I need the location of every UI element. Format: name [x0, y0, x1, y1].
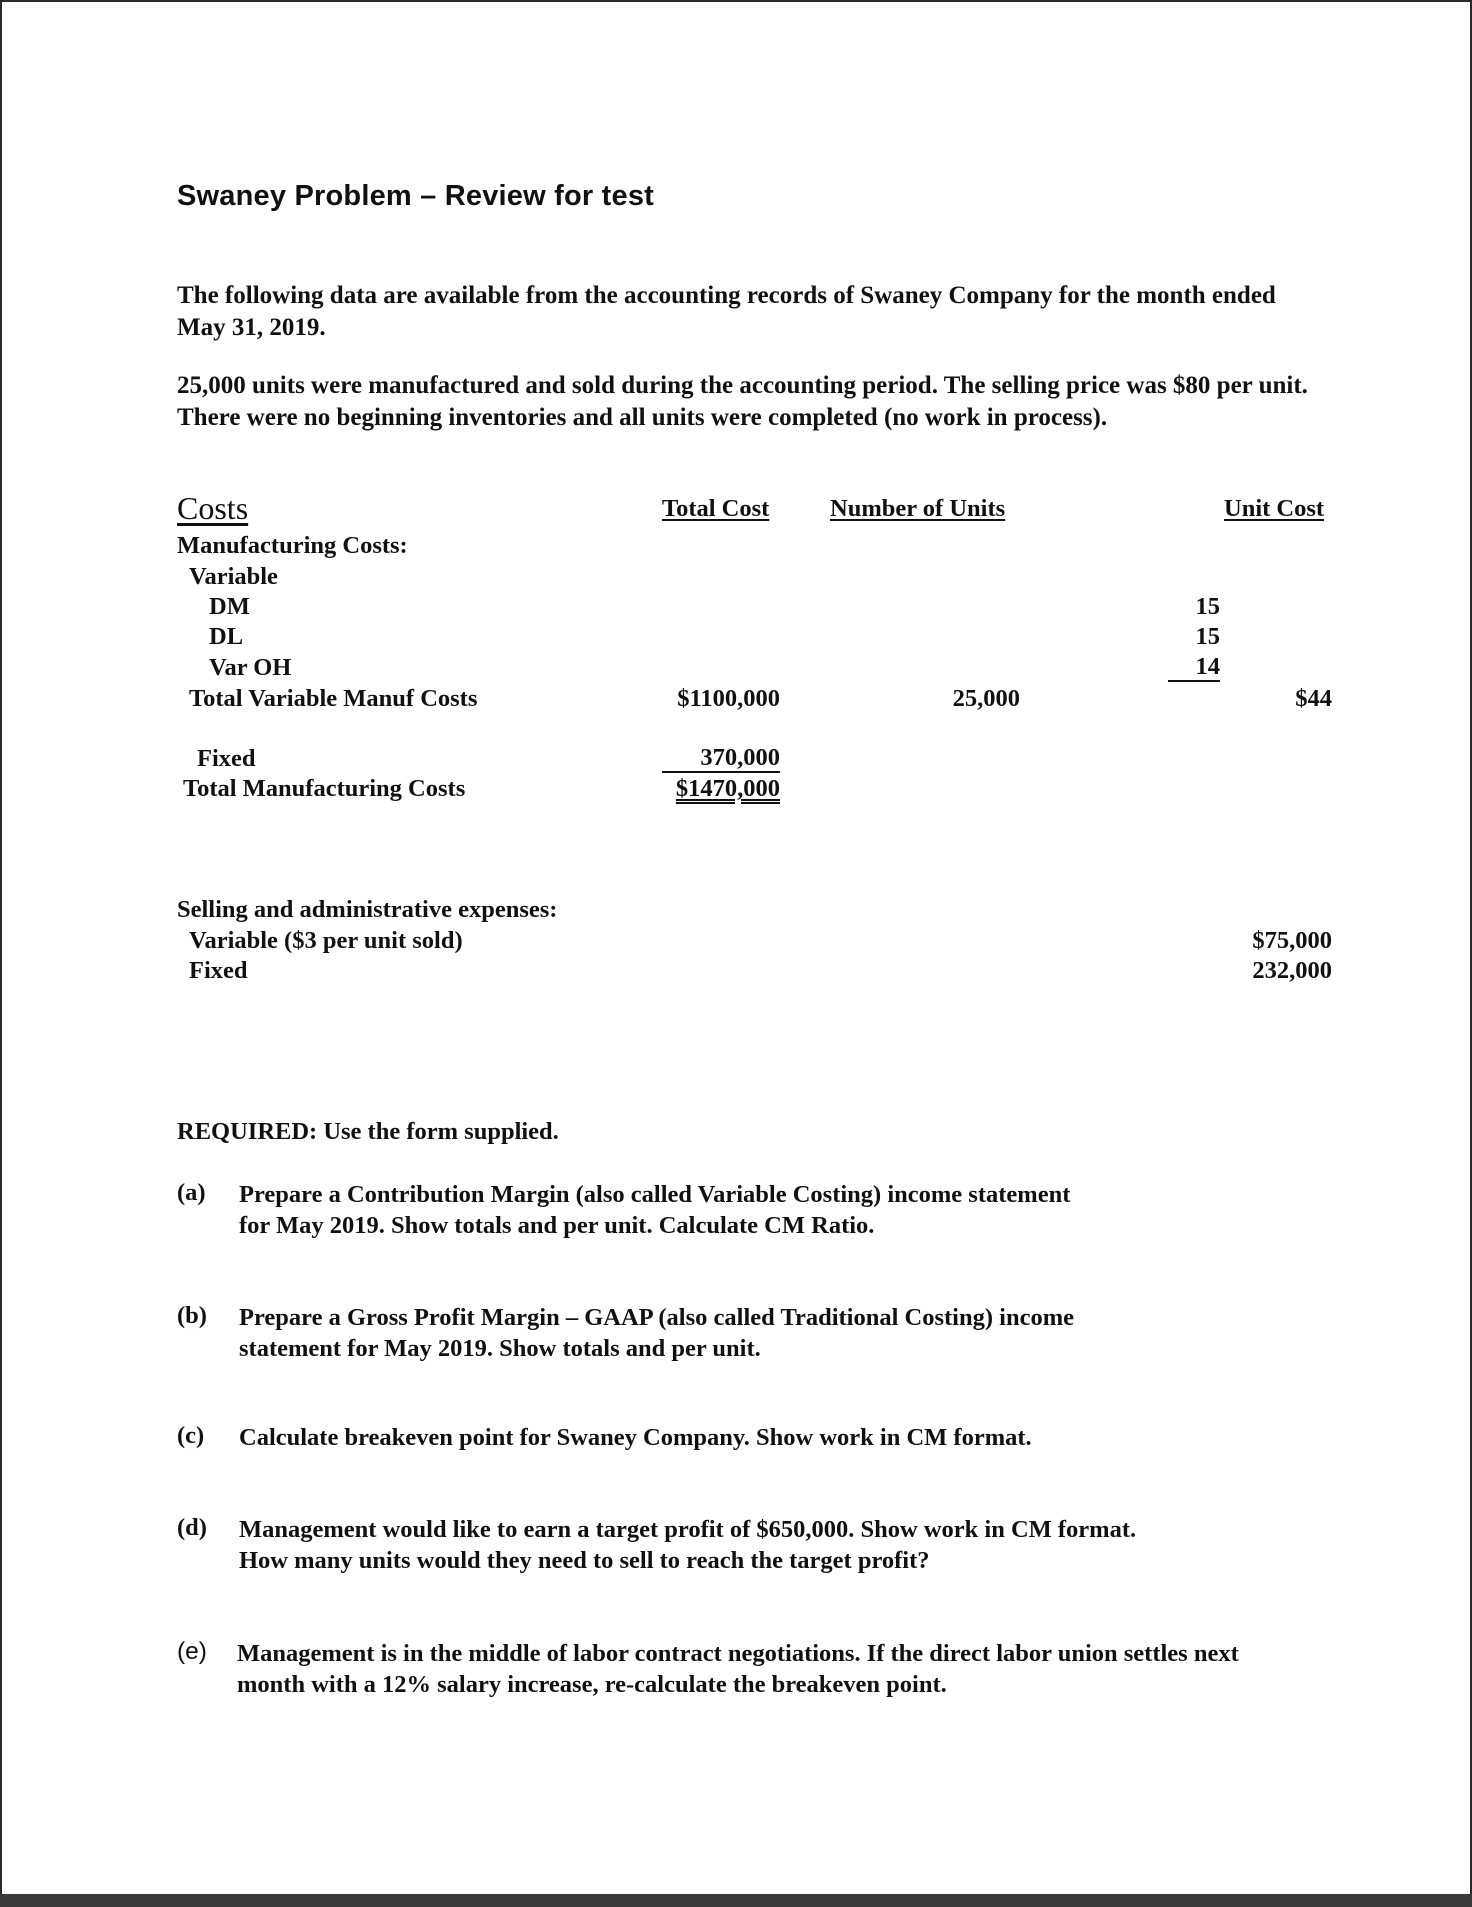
selling-variable-value: $75,000 — [1252, 927, 1332, 954]
required-c-letter: (c) — [177, 1422, 205, 1449]
total-variable-unit-cost: $44 — [1295, 685, 1332, 712]
required-e-text: Management is in the middle of labor contract negotiations. If the direct labor union settles next month with a 12% salary increase, re-calculate the breakeven point. — [237, 1640, 1239, 1698]
var-oh-value: 14 — [1168, 654, 1220, 682]
total-variable-cost: $1100,000 — [677, 685, 780, 712]
costs-header: Costs — [177, 490, 249, 526]
required-a-text: Prepare a Contribution Margin (also called Variable Costing) income statement for May 2019. Show totals and per unit. Calculate CM Ratio. — [239, 1181, 1071, 1239]
total-manufacturing-label: Total Manufacturing Costs — [183, 775, 466, 802]
var-oh-label: Var OH — [209, 654, 292, 681]
total-cost-header: Total Cost — [662, 495, 770, 522]
total-variable-units: 25,000 — [952, 685, 1020, 712]
selling-variable-label: Variable ($3 per unit sold) — [189, 927, 463, 954]
page-title: Swaney Problem – Review for test — [177, 180, 655, 212]
dm-value: 15 — [1195, 593, 1220, 620]
dm-label: DM — [209, 593, 250, 620]
manufacturing-costs-label: Manufacturing Costs: — [177, 532, 408, 559]
intro-paragraph-1: The following data are available from the accounting records of Swaney Company for the month ended May 31, 2019. — [177, 282, 1276, 341]
selling-fixed-label: Fixed — [189, 957, 248, 984]
required-label: REQUIRED: Use the form supplied. — [177, 1118, 559, 1145]
variable-label: Variable — [189, 563, 278, 590]
required-b-letter: (b) — [177, 1302, 207, 1329]
fixed-total-cost: 370,000 — [662, 745, 780, 773]
required-c-text: Calculate breakeven point for Swaney Company. Show work in CM format. — [239, 1424, 1032, 1451]
required-b-text: Prepare a Gross Profit Margin – GAAP (also called Traditional Costing) income statement for May 2019. Show totals and per unit. — [239, 1304, 1074, 1362]
dl-value: 15 — [1195, 623, 1220, 650]
number-of-units-header: Number of Units — [830, 495, 1006, 522]
fixed-label: Fixed — [197, 745, 256, 772]
selling-fixed-value: 232,000 — [1252, 957, 1332, 984]
required-e-letter: (e) — [177, 1638, 207, 1665]
dl-label: DL — [209, 623, 244, 650]
bottom-edge-bar — [0, 1894, 1472, 1907]
total-manufacturing-cost: $1470,000 — [675, 775, 780, 802]
required-d-letter: (d) — [177, 1514, 207, 1541]
required-d-text: Management would like to earn a target profit of $650,000. Show work in CM format. How many units would they need to sell to reach the target profit? — [239, 1516, 1137, 1574]
selling-admin-label: Selling and administrative expenses: — [177, 896, 558, 923]
unit-cost-header: Unit Cost — [1224, 495, 1325, 522]
required-a-letter: (a) — [177, 1179, 206, 1206]
total-variable-label: Total Variable Manuf Costs — [189, 685, 478, 712]
intro-paragraph-2: 25,000 units were manufactured and sold during the accounting period. The selling price was $80 per unit. There were no beginning inventories and all units were completed (no work in process). — [177, 372, 1308, 431]
